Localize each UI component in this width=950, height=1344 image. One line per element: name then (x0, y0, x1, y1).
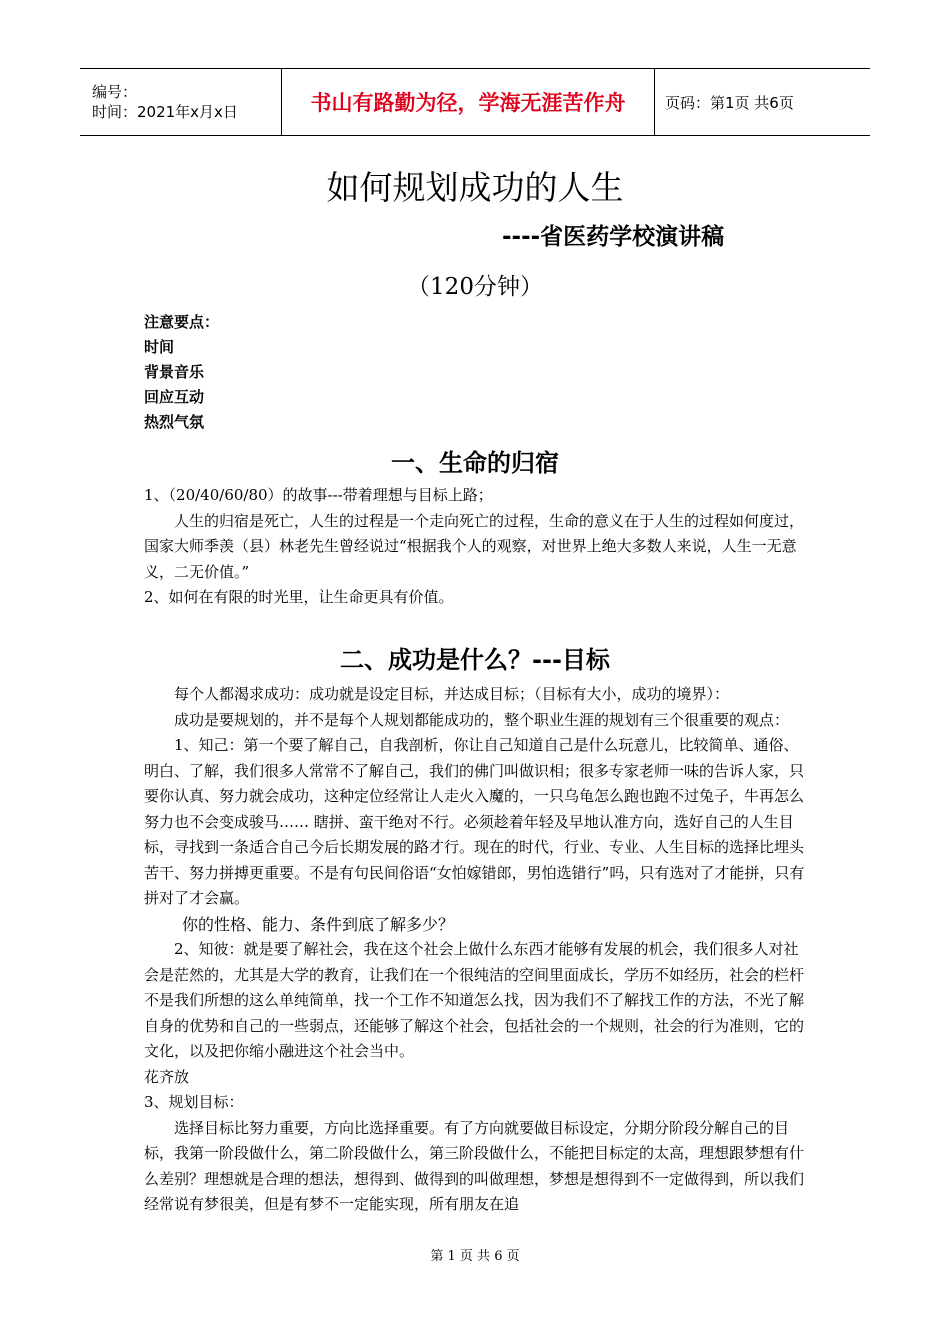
notes-item: 热烈气氛 (144, 413, 205, 431)
document-number-label: 编号： (92, 83, 138, 101)
section-heading-2: 二、成功是什么？---目标 (340, 646, 610, 674)
paragraph: 3、规划目标： (144, 1093, 244, 1111)
paragraph: 人生的归宿是死亡，人生的过程是一个走向死亡的过程，生命的意义在于人生的过程如何度过，国家大师季羡（县）林老先生曾经说过“根据我个人的观察，对世界上绝大多数人来说，人生一无意义，二无价值。” (144, 511, 805, 581)
duration-note: （120分钟） (407, 274, 543, 300)
paragraph: 成功是要规划的，并不是每个人规划都能成功的，整个职业生涯的规划有三个很重要的观点： (174, 710, 790, 729)
paragraph: 1、知己：第一个要了解自己，自我剖析，你让自己知道自己是什么玩意儿，比较简单、通俗、明白、了解，我们很多人常常不了解自己，我们的佛门叫做识相；很多专家老师一味的告诉人家，只要你认真、努力就会成功，这种定位经常让人走火入魔的，一只乌龟怎么跑也跑不过兔子，牛再怎么努力也不会变成骏马…… 瞎拼、蛮干绝对不行。必须趁着年轻及早地认准方向，选好自己的人生目标，寻找到一条适合自己今后长期发展的路才行。现在的时代，行业、专业、人生目标的选择比埋头苦干、努力拼搏更重要。不是有句民间俗语“女怕嫁错郎，男怕选错行”吗，只有选对了才能拼，只有拼对了才会赢。 (144, 736, 805, 907)
section-1-body (144, 483, 808, 611)
paragraph: 花齐放 (144, 1067, 190, 1086)
notes-list (144, 310, 219, 435)
notes-item: 背景音乐 (144, 363, 205, 381)
header-meta (80, 69, 282, 135)
paragraph: 选择目标比努力重要，方向比选择重要。有了方向就要做目标设定，分期分阶段分解自己的目标，我第一阶段做什么，第二阶段做什么，第三阶段做什么，不能把目标定的太高，理想跟梦想有什么差别？理想就是合理的想法，想得到、做得到的叫做理想，梦想是想得到不一定做得到，所以我们经常说有梦很美，但是有梦不一定能实现，所有朋友在追 (144, 1118, 805, 1213)
paragraph: 每个人都渴求成功：成功就是设定目标，并达成目标；（目标有大小，成功的境界）： (174, 685, 730, 703)
paragraph-question: 你的性格、能力、条件到底了解多少？ (182, 914, 455, 934)
header-motto: 书山有路勤为径，学海无涯苦作舟 (282, 69, 655, 135)
section-2-body (144, 682, 808, 1218)
page-header (80, 68, 870, 136)
notes-item: 时间 (144, 338, 175, 356)
document-subtitle: ----省医药学校演讲稿 (502, 224, 725, 250)
page-footer: 第 1 页 共 6 页 (430, 1249, 520, 1264)
paragraph: 2、如何在有限的时光里，让生命更具有价值。 (144, 588, 454, 606)
section-heading-1: 一、生命的归宿 (391, 449, 559, 477)
document-title: 如何规划成功的人生 (326, 168, 624, 207)
paragraph: 2、知彼：就是要了解社会，我在这个社会上做什么东西才能够有发展的机会，我们很多人对社会是茫然的，尤其是大学的教育，让我们在一个很纯洁的空间里面成长，学历不如经历，社会的栏杆不是我们所想的这么单纯简单，找一个工作不知道怎么找，因为我们不了解找工作的方法，不光了解自身的优势和自己的一些弱点，还能够了解这个社会，包括社会的一个规则，社会的行为准则，它的文化，以及把你缩小融进这个社会当中。 (144, 940, 805, 1060)
notes-heading: 注意要点： (144, 313, 220, 331)
document-time-label: 时间：2021年x月x日 (92, 103, 238, 121)
paragraph: 1、（20/40/60/80）的故事---带着理想与目标上路； (144, 486, 493, 504)
notes-item: 回应互动 (144, 388, 205, 406)
header-page-label: 页码：第1页 共6页 (665, 93, 794, 112)
